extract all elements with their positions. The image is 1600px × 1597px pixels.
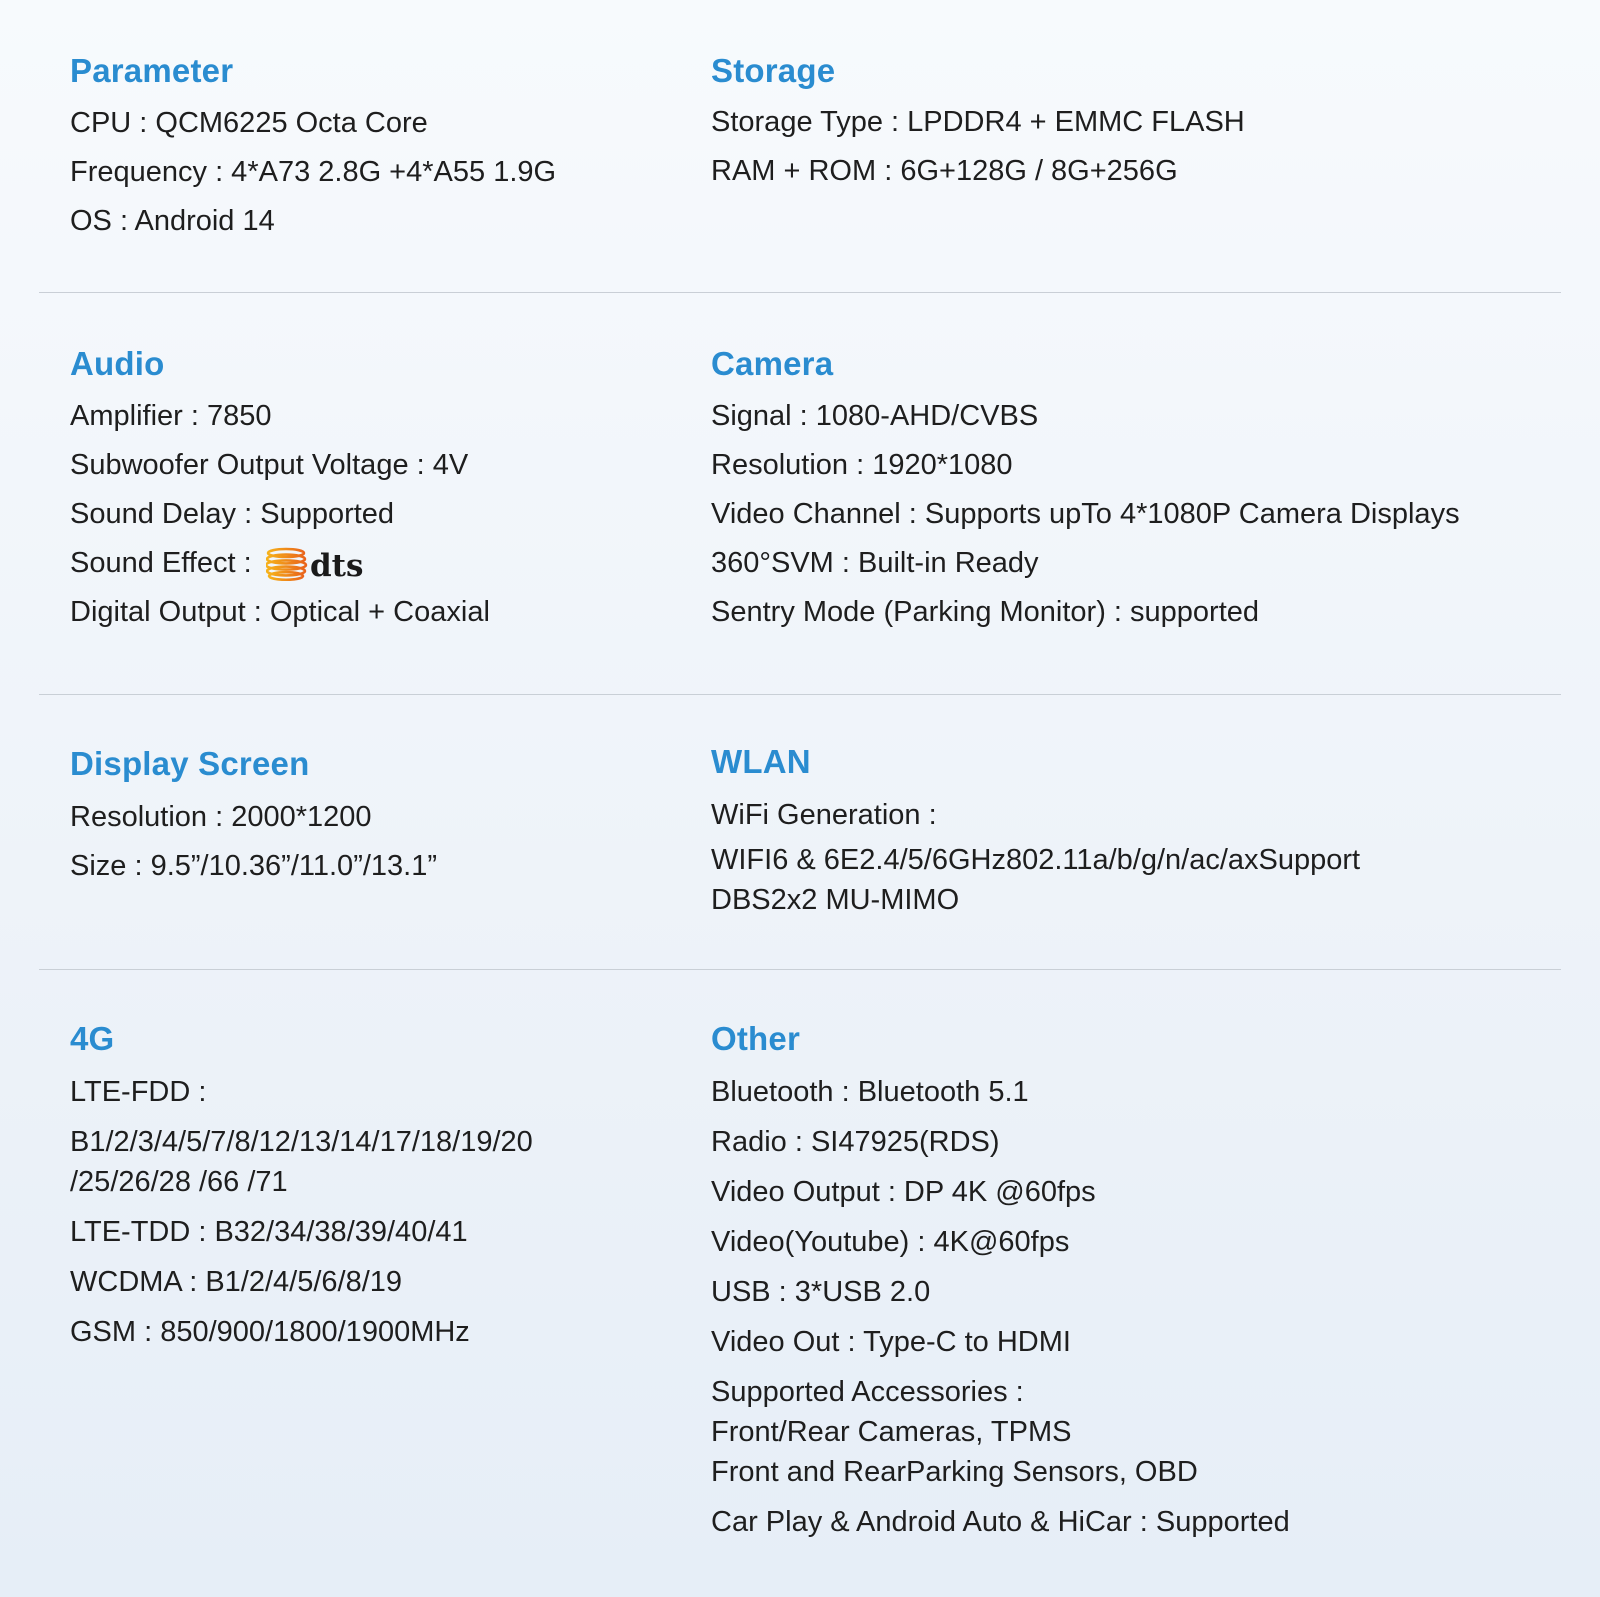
dts-logo-text: dts <box>309 548 364 582</box>
spec-lte-fdd-bands: B1/2/3/4/5/7/8/12/13/14/17/18/19/20 <box>70 1126 533 1158</box>
spec-lte-fdd-label: LTE-FDD : <box>70 1076 207 1108</box>
section-divider <box>39 292 1561 293</box>
spec-subwoofer: Subwoofer Output Voltage : 4V <box>70 449 469 481</box>
spec-os: OS : Android 14 <box>70 205 275 237</box>
heading-wlan: WLAN <box>711 743 811 780</box>
spec-video-output: Video Output : DP 4K @60fps <box>711 1176 1096 1208</box>
heading-4g: 4G <box>70 1020 115 1057</box>
heading-parameter: Parameter <box>70 52 234 89</box>
spec-lte-fdd-bands-cont: /25/26/28 /66 /71 <box>70 1166 288 1198</box>
spec-gsm: GSM : 850/900/1800/1900MHz <box>70 1316 470 1348</box>
spec-accessories-1: Front/Rear Cameras, TPMS <box>711 1416 1072 1448</box>
spec-usb: USB : 3*USB 2.0 <box>711 1276 931 1308</box>
spec-sound-effect <box>70 547 384 581</box>
sound-effect-label: Sound Effect : <box>70 547 252 579</box>
spec-video-channel: Video Channel : Supports upTo 4*1080P Camera Displays <box>711 498 1460 530</box>
spec-ram-rom: RAM + ROM : 6G+128G / 8G+256G <box>711 155 1178 187</box>
heading-audio: Audio <box>70 345 165 382</box>
spec-digital-output: Digital Output : Optical + Coaxial <box>70 596 490 628</box>
section-divider <box>39 969 1561 970</box>
spec-display-size: Size : 9.5”/10.36”/11.0”/13.1” <box>70 850 438 882</box>
spec-video-youtube: Video(Youtube) : 4K@60fps <box>711 1226 1070 1258</box>
spec-amplifier: Amplifier : 7850 <box>70 400 272 432</box>
spec-carplay: Car Play & Android Auto & HiCar : Supported <box>711 1506 1290 1538</box>
spec-lte-tdd: LTE-TDD : B32/34/38/39/40/41 <box>70 1216 468 1248</box>
spec-camera-resolution: Resolution : 1920*1080 <box>711 449 1013 481</box>
spec-video-out: Video Out : Type-C to HDMI <box>711 1326 1071 1358</box>
spec-signal: Signal : 1080-AHD/CVBS <box>711 400 1039 432</box>
spec-accessories-2: Front and RearParking Sensors, OBD <box>711 1456 1198 1488</box>
spec-display-resolution: Resolution : 2000*1200 <box>70 801 372 833</box>
heading-storage: Storage <box>711 52 836 89</box>
spec-wifi-mimo: DBS2x2 MU-MIMO <box>711 884 960 916</box>
spec-svm: 360°SVM : Built-in Ready <box>711 547 1039 579</box>
spec-storage-type: Storage Type : LPDDR4 + EMMC FLASH <box>711 106 1245 138</box>
spec-bluetooth: Bluetooth : Bluetooth 5.1 <box>711 1076 1029 1108</box>
spec-sound-delay: Sound Delay : Supported <box>70 498 395 530</box>
heading-camera: Camera <box>711 345 834 382</box>
spec-frequency: Frequency : 4*A73 2.8G +4*A55 1.9G <box>70 156 557 188</box>
dts-logo <box>266 547 384 581</box>
spec-wifi-generation: WiFi Generation : <box>711 799 937 831</box>
section-divider <box>39 694 1561 695</box>
spec-cpu: CPU : QCM6225 Octa Core <box>70 107 428 139</box>
heading-other: Other <box>711 1020 801 1057</box>
spec-wifi-standards: WIFI6 & 6E2.4/5/6GHz802.11a/b/g/n/ac/axSupport <box>711 844 1361 876</box>
spec-accessories-label: Supported Accessories : <box>711 1376 1024 1408</box>
heading-display-screen: Display Screen <box>70 745 310 782</box>
spec-wcdma: WCDMA : B1/2/4/5/6/8/19 <box>70 1266 403 1298</box>
spec-radio: Radio : SI47925(RDS) <box>711 1126 1000 1158</box>
spec-sentry-mode: Sentry Mode (Parking Monitor) : supported <box>711 596 1260 628</box>
